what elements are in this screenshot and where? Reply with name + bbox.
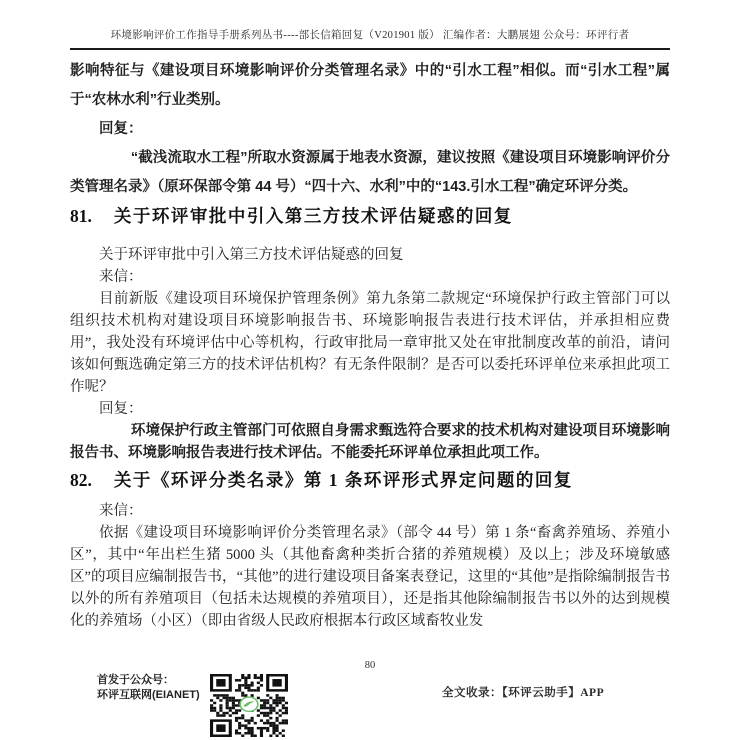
section-81-number: 81. <box>70 206 92 226</box>
qr-code-icon <box>210 674 288 737</box>
intro-reply-paragraph: “截浅流取水工程”所取水资源属于地表水资源，建议按照《建设项目环境影响评价分类管理名录》（原环保部令第 44 号）“四十六、水利”中的“143.引水工程”确定环评分类。 <box>70 150 670 195</box>
footer-app-note: 全文收录：【环评云助手】APP <box>442 687 605 699</box>
section-81-reply-label: 回复： <box>99 401 143 417</box>
footer-publisher <box>97 673 200 702</box>
section-82-heading <box>70 469 670 491</box>
page-header <box>70 27 670 50</box>
footer-publisher-line1: 首发于公众号： <box>97 674 174 686</box>
header-title: 环境影响评价工作指导手册系列丛书----部长信箱回复（V201901 版） 汇编作者：大鹏展翅 公众号：环评行者 <box>110 30 630 41</box>
section-81-reply-text: 环境保护行政主管部门可依照自身需求甄选符合要求的技术机构对建设项目环境影响报告书、环境影响报告表进行技术评估。不能委托环评单位承担此项工作。 <box>70 423 670 461</box>
section-81-letter-label: 来信： <box>99 269 143 285</box>
intro-continuation-paragraph: 影响特征与《建设项目环境影响评价分类管理名录》中的“引水工程”相似。而“引水工程”属于“农林水利”行业类别。 <box>70 63 670 108</box>
section-82-letter-text: 依据《建设项目环境影响评价分类管理名录》（部令 44 号）第 1 条“畜禽养殖场、养殖小区”，其中“年出栏生猪 5000 头（其他畜禽种类折合猪的养殖规模）及以上；涉及环境敏感区”的项目应编制报告书，“其他”的进行建设项目备案表登记，这里的“其他”是指除编制报告书以外的所有养殖项目（包括未达规模的养殖项目），还是指其他除编制报告书以外的达到规模化的养殖场（小区）（即由省级人民政府根据本行政区域畜牧业发 <box>70 525 670 629</box>
section-82-title: 关于《环评分类名录》第 1 条环评形式界定问题的回复 <box>113 470 573 490</box>
section-82-letter-label: 来信： <box>99 503 143 519</box>
section-82-number: 82. <box>70 470 92 490</box>
section-81-subtitle: 关于环评审批中引入第三方技术评估疑惑的回复 <box>99 247 404 263</box>
intro-reply-label: 回复： <box>99 121 143 137</box>
section-81-title: 关于环评审批中引入第三方技术评估疑惑的回复 <box>113 206 513 226</box>
section-81-heading <box>70 205 670 227</box>
page-number: 80 <box>364 660 376 671</box>
section-81-letter-text: 目前新版《建设项目环境保护管理条例》第九条第二款规定“环境保护行政主管部门可以组织技术机构对建设项目环境影响报告书、环境影响报告表进行技术评估，并承担相应费用”，我处没有环境评估中心等机构，行政审批局一章审批又处在审批制度改革的前沿，请问该如何甄选确定第三方的技术评估机构？有无条件限制？是否可以委托环评单位来承担此项工作呢？ <box>70 291 670 395</box>
footer-publisher-line2: 环评互联网(EIANET) <box>97 688 200 701</box>
page-content <box>70 57 670 632</box>
